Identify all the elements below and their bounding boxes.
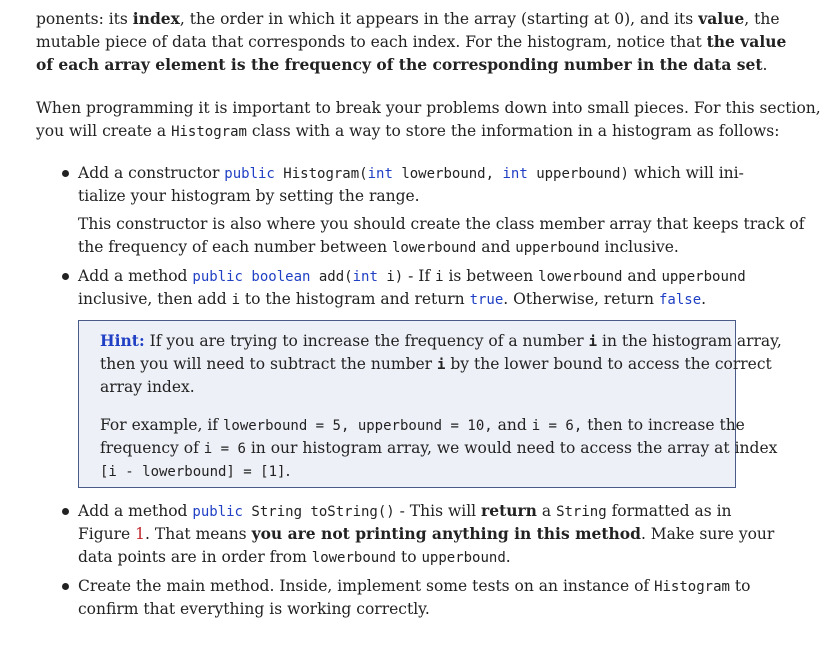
hint-line-6: [i - lowerbound] = [1]. xyxy=(100,462,291,480)
hint-label: Hint: xyxy=(100,331,145,350)
para2-line-1: When programming it is important to break your problems down into small pieces. For this section, xyxy=(36,99,821,117)
bullet2-line-2: inclusive, then add i to the histogram and return true. Otherwise, return false. xyxy=(78,290,707,308)
para2-line-2: you will create a Histogram class with a way to store the information in a histogram as follows: xyxy=(36,122,780,140)
hint-line-3: array index. xyxy=(100,378,195,396)
bullet4-line-2: confirm that everything is working correctly. xyxy=(78,600,430,618)
bullet1-line-4: the frequency of each number between lowerbound and upperbound inclusive. xyxy=(78,238,679,256)
intro-line-3: of each array element is the frequency of the corresponding number in the data set. xyxy=(36,55,768,74)
hint-line-2: then you will need to subtract the number i by the lower bound to access the correct xyxy=(100,355,772,373)
bullet4-line-1: Create the main method. Inside, implement some tests on an instance of Histogram to xyxy=(78,577,751,595)
bullet1-line-2: tialize your histogram by setting the range. xyxy=(78,187,420,205)
bullet3-line-3: data points are in order from lowerbound to upperbound. xyxy=(78,548,511,566)
hint-line-4: For example, if lowerbound = 5, upperbound = 10, and i = 6, then to increase the xyxy=(100,416,745,434)
intro-line-2: mutable piece of data that corresponds to each index. For the histogram, notice that the value xyxy=(36,32,787,51)
bullet-dot xyxy=(62,170,69,177)
figure-ref-link[interactable]: 1 xyxy=(135,525,146,543)
bullet3-line-2: Figure 1. That means you are not printing anything in this method. Make sure your xyxy=(78,524,775,543)
bullet1-line-1: Add a constructor public Histogram(int lowerbound, int upperbound) which will ini- xyxy=(78,164,744,182)
intro-line-1: ponents: its index, the order in which it appears in the array (starting at 0), and its value, the xyxy=(36,9,780,28)
bullet2-line-1: Add a method public boolean add(int i) - If i is between lowerbound and upperbound xyxy=(78,267,746,285)
bullet-dot xyxy=(62,508,69,515)
hint-line-1: Hint: If you are trying to increase the frequency of a number i in the histogram array, xyxy=(100,331,782,350)
hint-line-5: frequency of i = 6 in our histogram array, we would need to access the array at index xyxy=(100,439,778,457)
bullet3-line-1: Add a method public String toString() - This will return a String formatted as in xyxy=(78,501,732,520)
bullet1-line-3: This constructor is also where you should create the class member array that keeps track of xyxy=(78,215,805,233)
bullet-dot xyxy=(62,583,69,590)
bullet-dot xyxy=(62,273,69,280)
